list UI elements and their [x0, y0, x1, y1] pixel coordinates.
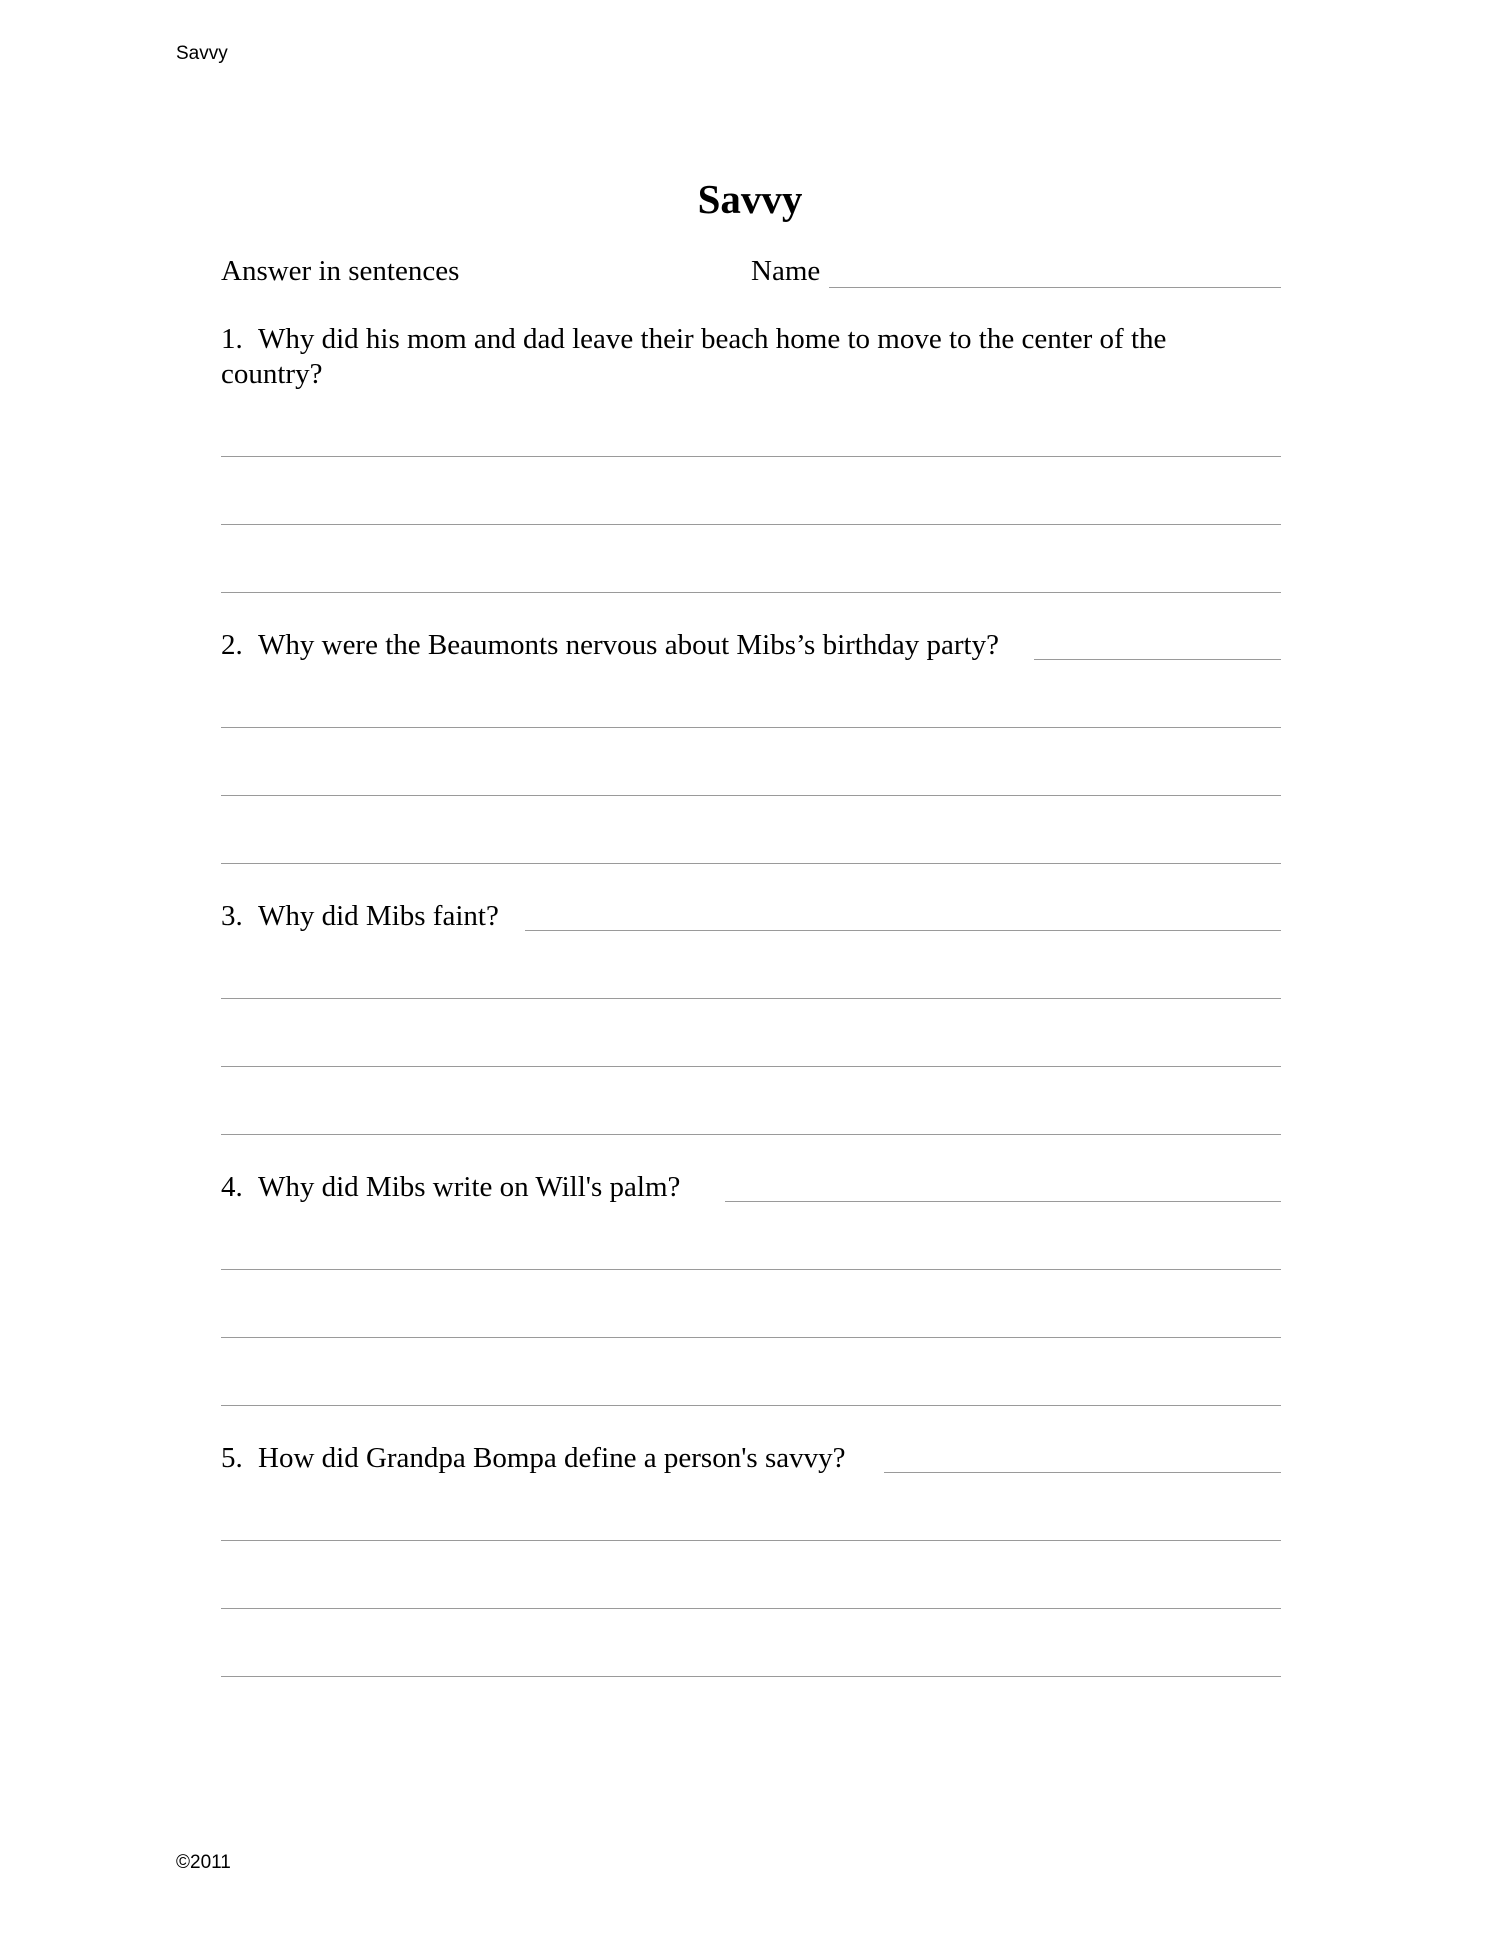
question-text: How did Grandpa Bompa define a person's savvy?: [258, 1442, 846, 1474]
question-5: [221, 1441, 846, 1476]
answer-line[interactable]: [221, 998, 1281, 999]
question-4: [221, 1170, 680, 1205]
copyright-footer: ©2011: [176, 1852, 231, 1873]
answer-line[interactable]: [221, 1337, 1281, 1338]
answer-line[interactable]: [221, 795, 1281, 796]
answer-line[interactable]: [1034, 659, 1281, 660]
question-3: [221, 899, 499, 934]
answer-line[interactable]: [221, 863, 1281, 864]
page-title: Savvy: [697, 176, 803, 222]
answer-line[interactable]: [221, 1405, 1281, 1406]
question-2: [221, 628, 999, 663]
instructions-text: Answer in sentences: [221, 255, 460, 287]
answer-line[interactable]: [221, 1540, 1281, 1541]
answer-line[interactable]: [884, 1472, 1281, 1473]
question-text: Why did Mibs faint?: [258, 900, 499, 932]
answer-line[interactable]: [525, 930, 1281, 931]
answer-line[interactable]: [221, 1134, 1281, 1135]
question-number: 3.: [221, 900, 243, 932]
name-label: Name: [751, 255, 821, 287]
question-text: Why were the Beaumonts nervous about Mibs’s birthday party?: [258, 629, 999, 661]
name-field-line[interactable]: [829, 287, 1281, 288]
answer-line[interactable]: [725, 1201, 1281, 1202]
answer-line[interactable]: [221, 1066, 1281, 1067]
answer-line[interactable]: [221, 727, 1281, 728]
question-text: Why did Mibs write on Will's palm?: [258, 1171, 681, 1203]
question-number: 5.: [221, 1442, 243, 1474]
question-number: 2.: [221, 629, 243, 661]
answer-line[interactable]: [221, 456, 1281, 457]
question-1: [221, 322, 1221, 392]
answer-line[interactable]: [221, 524, 1281, 525]
running-header: Savvy: [176, 43, 228, 64]
answer-line[interactable]: [221, 1608, 1281, 1609]
answer-line[interactable]: [221, 1269, 1281, 1270]
answer-line[interactable]: [221, 592, 1281, 593]
answer-line[interactable]: [221, 1676, 1281, 1677]
question-number: 4.: [221, 1171, 243, 1203]
question-number: 1.: [221, 323, 243, 355]
question-text: Why did his mom and dad leave their beach home to move to the center of the country?: [221, 323, 1167, 390]
